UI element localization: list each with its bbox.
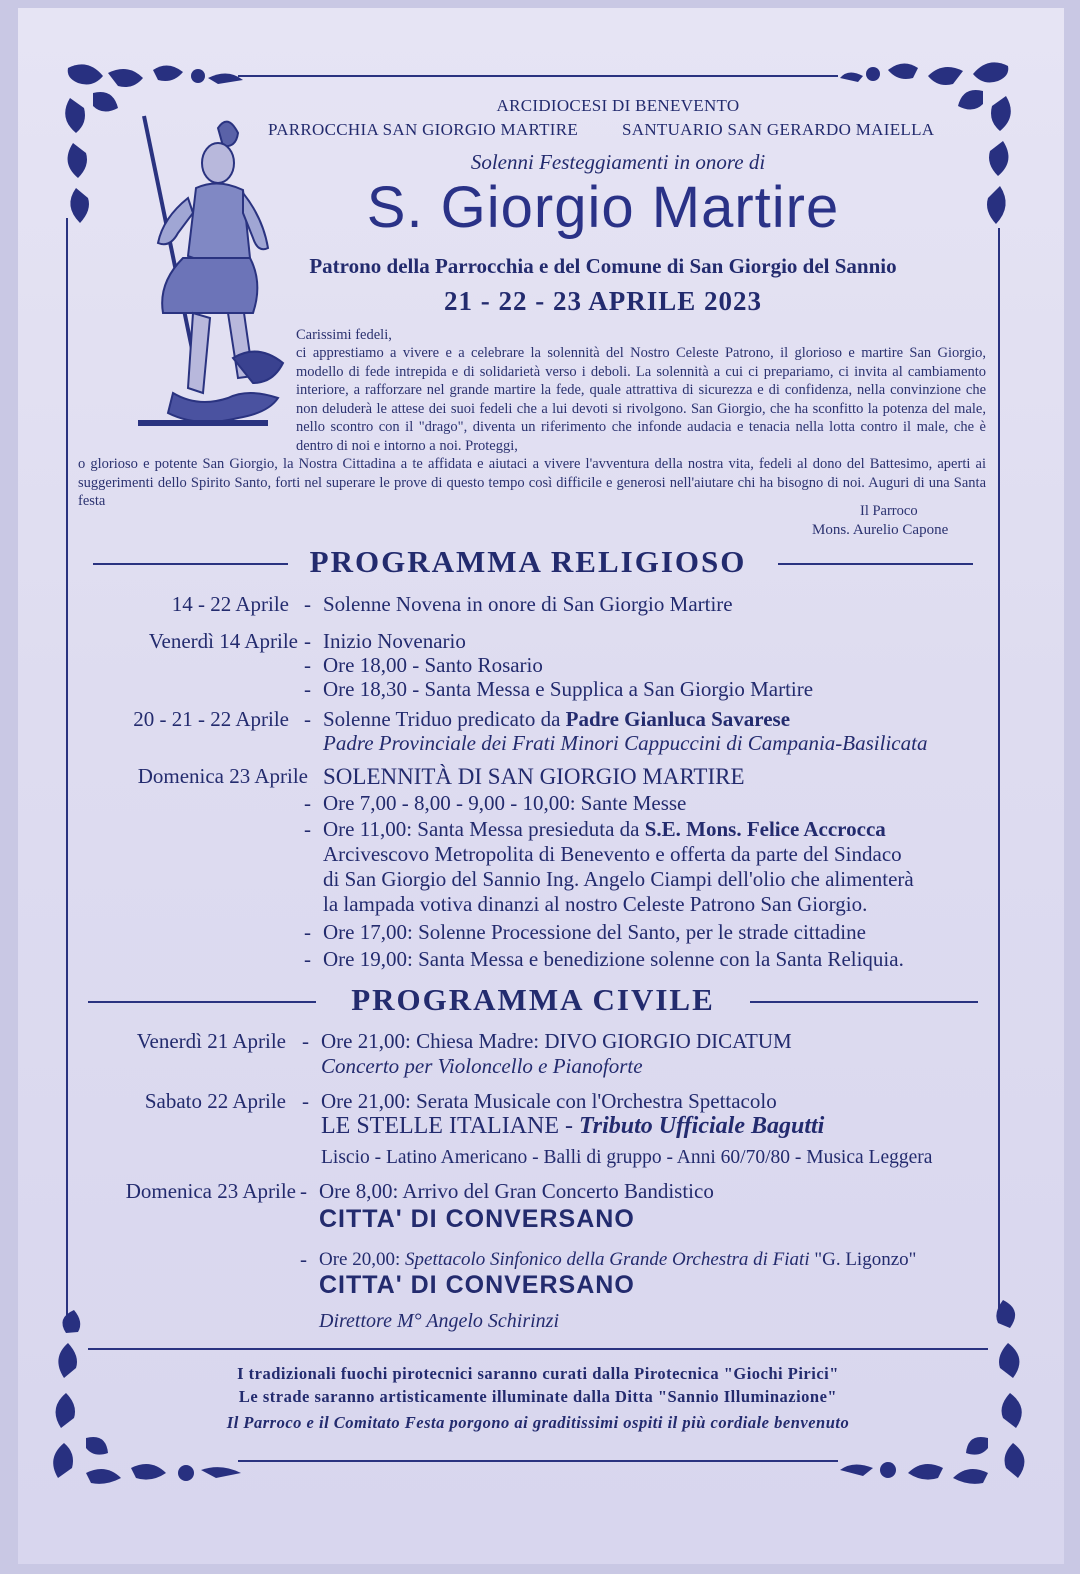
orchestra-name: "G. Ligonzo" <box>814 1249 917 1270</box>
signature-role: Il Parroco <box>860 503 918 519</box>
dash: - <box>304 791 311 815</box>
signature-name: Mons. Aurelio Capone <box>812 522 949 538</box>
schedule-text: Arcivescovo Metropolita di Benevento e offerta da parte del Sindaco <box>323 842 902 866</box>
band-title: LE STELLE ITALIANE - <box>321 1113 573 1139</box>
right-border-line <box>998 228 1000 1308</box>
schedule-date: Venerdì 21 Aprile <box>136 1029 286 1053</box>
sanctuary-heading: SANTUARIO SAN GERARDO MAIELLA <box>622 120 935 139</box>
patrono-line: Patrono della Parrocchia e del Comune di San Giorgio del Sannio <box>309 254 897 278</box>
schedule-text: Ore 18,00 - Santo Rosario <box>323 653 543 677</box>
schedule-text: Ore 8,00: Arrivo del Gran Concerto Bandistico <box>319 1179 714 1203</box>
festival-dates: 21 - 22 - 23 APRILE 2023 <box>443 286 762 316</box>
schedule-text: Inizio Novenario <box>323 629 466 653</box>
dash: - <box>300 1179 307 1203</box>
preacher-name: Padre Gianluca Savarese <box>565 707 791 731</box>
band-name: CITTA' DI CONVERSANO <box>319 1271 635 1299</box>
divider-left <box>93 563 288 565</box>
dash: - <box>302 1089 309 1113</box>
diocese-heading: ARCIDIOCESI DI BENEVENTO <box>496 96 740 115</box>
band-name: CITTA' DI CONVERSANO <box>319 1205 635 1233</box>
concert-time: Ore 20,00: <box>319 1249 401 1270</box>
footer-divider <box>88 1348 988 1350</box>
welcome-note: Il Parroco e il Comitato Festa porgono ai graditissimi ospiti il più cordiale benvenuto <box>226 1413 850 1432</box>
letter-greeting: Carissimi fedeli, <box>296 327 392 343</box>
subtitle: Solenni Festeggiamenti in onore di <box>470 150 766 174</box>
triduo-text: Solenne Triduo predicato da <box>323 707 561 731</box>
left-border-line <box>66 218 68 1318</box>
divider-left <box>88 1001 316 1003</box>
schedule-text: Ore 21,00: Serata Musicale con l'Orchestra Spettacolo <box>321 1089 777 1113</box>
schedule-text: Ore 19,00: Santa Messa e benedizione solenne con la Santa Reliquia. <box>323 947 904 971</box>
bottom-border-line <box>238 1460 838 1462</box>
schedule-text: Liscio - Latino Americano - Balli di gruppo - Anni 60/70/80 - Musica Leggera <box>321 1147 933 1168</box>
dash: - <box>304 592 311 616</box>
section-title-civile: PROGRAMMA CIVILE <box>351 982 715 1017</box>
schedule-text: Ore 7,00 - 8,00 - 9,00 - 10,00: Sante Messe <box>323 791 687 815</box>
divider-right <box>750 1001 978 1003</box>
page-title: S. Giorgio Martire <box>366 175 840 240</box>
dash: - <box>304 653 311 677</box>
schedule-date: Domenica 23 Aprile <box>125 1179 296 1203</box>
dash: - <box>304 677 311 701</box>
saint-george-statue <box>78 108 298 438</box>
mass-text: Ore 11,00: Santa Messa presieduta da <box>323 817 640 841</box>
schedule-text: SOLENNITÀ DI SAN GIORGIO MARTIRE <box>323 764 745 789</box>
dash: - <box>300 1247 307 1271</box>
dash: - <box>302 1029 309 1053</box>
director-name: Direttore M° Angelo Schirinzi <box>319 1310 560 1332</box>
concert-text: Spettacolo Sinfonico della Grande Orchestra di Fiati <box>405 1249 810 1270</box>
divider-right <box>778 563 973 565</box>
schedule-text: Ore 18,30 - Santa Messa e Supplica a San Giorgio Martire <box>323 677 814 701</box>
letter-body-continued: o glorioso e potente San Giorgio, la Nostra Cittadina a te affidata e aiutaci a vivere l'avventura della nostra vita, fedeli al dono del Battesimo, aperti ai suggerimenti dello Spirito Santo, forti nel superare le prove di questo tempo così difficile e generosi nell'aiutare chi ha bisogno di noi. Auguri di una Santa festa <box>78 456 986 510</box>
dash: - <box>304 707 311 731</box>
schedule-text <box>319 1248 916 1271</box>
flyer-page <box>18 8 1064 1564</box>
top-border-line <box>238 75 838 77</box>
schedule-text: la lampada votiva dinanzi al nostro Celeste Patrono San Giorgio. <box>323 892 868 916</box>
dash: - <box>304 817 311 841</box>
schedule-text: Ore 21,00: Chiesa Madre: DIVO GIORGIO DICATUM <box>321 1029 792 1053</box>
schedule-text <box>323 818 886 841</box>
parish-heading: PARROCCHIA SAN GIORGIO MARTIRE <box>268 120 579 139</box>
lighting-note: Le strade saranno artisticamente illuminate dalla Ditta "Sannio Illuminazione" <box>238 1387 838 1406</box>
schedule-date: 20 - 21 - 22 Aprile <box>133 707 289 731</box>
section-title-religioso: PROGRAMMA RELIGIOSO <box>309 544 747 579</box>
schedule-date: 14 - 22 Aprile <box>171 592 289 616</box>
dash: - <box>304 920 311 944</box>
band-name <box>321 1115 824 1138</box>
dash: - <box>304 947 311 971</box>
dash: - <box>304 629 311 653</box>
letter-body: ci apprestiamo a vivere e a celebrare la solennità del Nostro Celeste Patrono, il glorioso e martire San Giorgio, modello di fede intrepida e di solidarietà verso i deboli. La solennità a cui ci prepariamo, ci invita al cambiamento interiore, a rafforzare nel grande martire la fede, quale attrattiva di sicurezza e di confidenza, nella convinzione che non deluderà le attese dei suoi fedeli che a lui devoti si rivolgono. San Giorgio, che ha sconfitto la potenza del male, nello scontro con il "drago", diventa un riferimento che infonde audacia e tenacia nella lotta contro il male, che è dentro di noi e intorno a noi. Proteggi, <box>296 345 986 454</box>
schedule-date: Venerdì 14 Aprile <box>148 629 298 653</box>
schedule-text: Solenne Novena in onore di San Giorgio Martire <box>323 592 733 616</box>
bishop-name: S.E. Mons. Felice Accrocca <box>644 817 886 841</box>
schedule-text: Padre Provinciale dei Frati Minori Cappuccini di Campania-Basilicata <box>323 731 928 755</box>
schedule-text: di San Giorgio del Sannio Ing. Angelo Ciampi dell'olio che alimenterà <box>323 867 914 891</box>
schedule-text <box>323 708 790 731</box>
schedule-text: Concerto per Violoncello e Pianoforte <box>321 1054 643 1078</box>
schedule-date: Sabato 22 Aprile <box>144 1089 286 1113</box>
fireworks-note: I tradizionali fuochi pirotecnici saranno curati dalla Pirotecnica "Giochi Pirici" <box>237 1364 839 1383</box>
schedule-date: Domenica 23 Aprile <box>137 764 308 788</box>
schedule-text: Ore 17,00: Solenne Processione del Santo, per le strade cittadine <box>323 920 866 944</box>
band-tribute: Tributo Ufficiale Bagutti <box>579 1113 825 1139</box>
